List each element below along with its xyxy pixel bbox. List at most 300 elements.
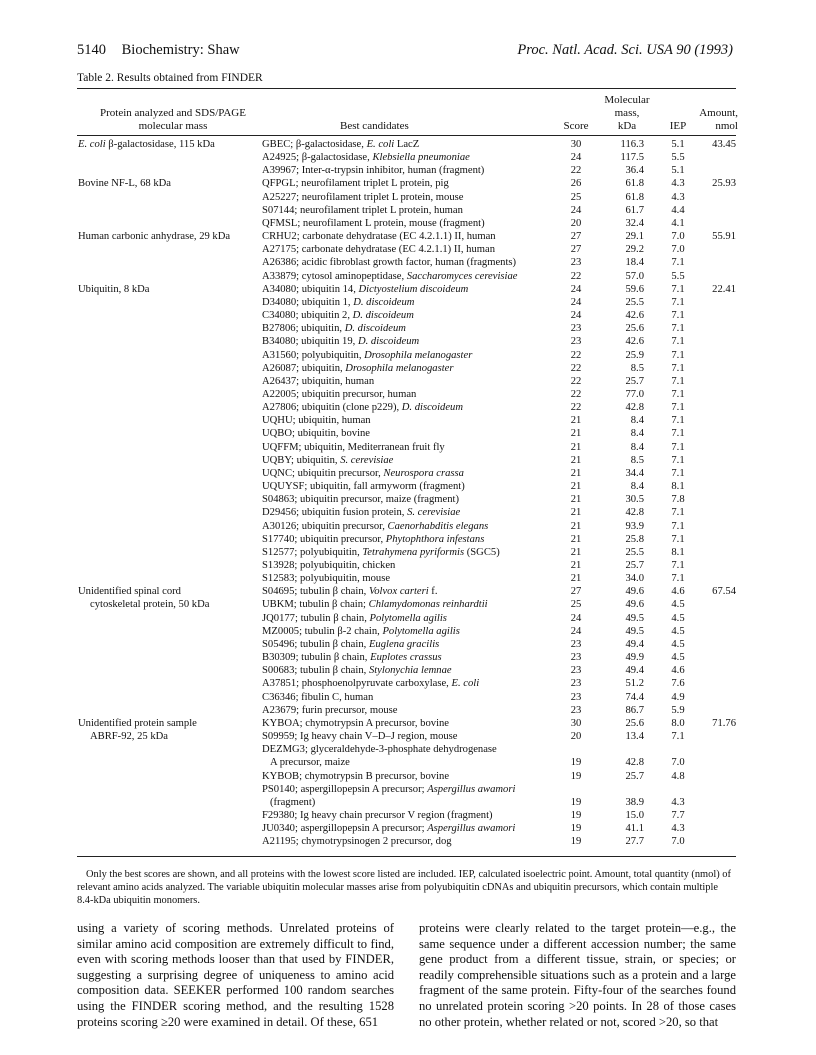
column-header-amount-line1: Amount, [699,107,738,119]
cell-mass: 13.4 [625,731,644,743]
cell-score: 30 [570,139,582,150]
cell-protein: Human carbonic anhydrase, 29 kDa [78,231,231,243]
cell-accession: GBEC [262,139,291,150]
table-row [0,809,816,822]
cell-iep: 4.4 [671,204,685,216]
cell-accession: A27806 [262,402,297,414]
table-row [0,677,816,690]
table-row [0,480,816,493]
cell-accession: A24925 [262,152,297,164]
cell-best-candidate: JU0340; aspergillopepsin A precursor; Aspergillus awamori [262,823,516,835]
cell-species: Euplotes crassus [370,652,442,664]
cell-best-candidate: S13928; polyubiquitin, chicken [262,560,396,571]
table-top-rule [77,88,736,89]
cell-best-candidate: A37851; phosphoenolpyruvate carboxylase, E. coli [262,678,480,690]
cell-score: 23 [570,257,582,269]
cell-score: 23 [570,652,582,664]
cell-score: 23 [570,678,582,690]
cell-iep: 7.1 [671,310,685,322]
cell-score: 21 [570,428,582,440]
cell-score: 25 [570,191,582,203]
cell-accession: A23679 [262,704,297,716]
cell-protein-name: ubiquitin 19, [301,336,358,348]
cell-accession: KYBOB [262,770,300,782]
cell-species: Caenorhabditis elegans [387,520,489,532]
cell-protein-name: ubiquitin, bovine [297,428,371,440]
cell-protein-name: ubiquitin fusion protein, [301,507,408,519]
cell-iep: 7.0 [671,231,685,243]
table-row [0,335,816,348]
cell-score: 25 [570,599,582,611]
cell-mass: 42.6 [625,310,644,322]
cell-mass: 49.6 [625,599,644,611]
cell-accession: A21195 [262,836,296,848]
cell-amount: 22.41 [712,283,736,295]
cell-accession: A30126 [262,520,297,532]
cell-mass: 8.4 [630,428,644,440]
cell-score: 19 [570,757,582,769]
cell-protein-name: chymotrypsin A precursor, bovine [305,717,450,729]
cell-species: Polytomella agilis [369,612,447,624]
cell-accession: S12577 [262,546,295,558]
cell-accession: KYBOA [262,717,300,729]
cell-best-candidate: A26437; ubiquitin, human [262,375,375,387]
section-title: Biochemistry: Shaw [121,42,240,58]
cell-protein-name: tubulin β chain, [299,586,369,598]
cell-mass: 25.6 [625,717,644,729]
cell-score: 21 [570,481,582,493]
cell-accession: S00683 [262,665,295,677]
cell-iep: 7.0 [671,757,685,769]
column-header-best: Best candidates [340,120,409,132]
cell-mass: 32.4 [625,217,644,229]
cell-mass: 25.8 [625,533,644,545]
table-row [0,638,816,651]
cell-iep: 4.3 [671,823,685,835]
cell-protein-name: (fragment) [270,796,316,808]
cell-accession: S17740 [262,533,295,545]
cell-iep: 4.5 [671,625,685,637]
cell-iep: 4.3 [671,178,685,190]
cell-best-candidate: S07144; neurofilament triplet L protein, human [262,204,463,216]
cell-mass: 34.4 [625,467,644,479]
cell-protein-name: ubiquitin precursor, [297,467,384,479]
table-row [0,572,816,585]
cell-best-candidate: A30126; ubiquitin precursor, Caenorhabditis elegans [262,520,489,532]
cell-best-candidate [270,756,350,769]
table-row [0,138,816,151]
cell-iep: 7.1 [671,375,685,387]
cell-score: 22 [570,349,582,361]
cell-mass: 41.1 [625,823,644,835]
cell-protein-name: ubiquitin, Mediterranean fruit fly [304,441,445,453]
cell-mass: 74.4 [625,691,644,703]
cell-species: Dictyostelium discoideum [358,283,469,295]
table-row [0,349,816,362]
cell-mass: 49.5 [625,612,644,624]
cell-species: Tetrahymena pyriformis [362,546,465,558]
cell-score: 22 [570,165,582,177]
cell-iep: 4.5 [671,652,685,664]
cell-accession: A34080 [262,283,297,295]
table-row [0,441,816,454]
cell-protein: cytoskeletal protein, 50 kDa [90,599,210,611]
cell-iep: 7.1 [671,336,685,348]
cell-best-candidate: B27806; ubiquitin, D. discoideum [262,323,406,335]
table-row [0,730,816,743]
cell-best-candidate: GBEC; β-galactosidase, E. coli LacZ [262,139,420,150]
cell-iep: 7.1 [671,560,685,571]
cell-species: Volvox carteri [368,586,429,598]
cell-score: 22 [570,270,582,282]
cell-species: Polytomella agilis [382,625,460,637]
cell-accession: D29456 [262,507,297,519]
cell-protein-name: ubiquitin, [301,362,346,374]
cell-score: 21 [570,415,582,427]
table-row [0,309,816,322]
cell-score: 24 [570,283,582,295]
cell-accession: UQBO [262,428,293,440]
cell-iep: 4.5 [671,638,685,650]
cell-iep: 7.1 [671,467,685,479]
cell-iep: 7.1 [671,454,685,466]
cell-protein-name: polyubiquitin, [299,546,363,558]
cell-mass: 15.0 [625,809,644,821]
cell-iep: 7.1 [671,441,685,453]
cell-best-candidate: A34080; ubiquitin 14, Dictyostelium discoideum [262,283,469,295]
cell-mass: 42.8 [625,507,644,519]
cell-best-candidate: C36346; fibulin C, human [262,691,374,703]
cell-accession: A26437 [262,375,297,387]
cell-protein-name: neurofilament triplet L protein, human [299,204,463,216]
cell-amount: 67.54 [712,586,736,598]
cell-protein-name: polyubiquitin, chicken [299,560,396,571]
cell-suffix: f. [428,586,438,598]
cell-best-candidate: S05496; tubulin β chain, Euglena gracilis [262,638,440,650]
cell-accession: B30309 [262,652,296,664]
cell-mass: 25.6 [625,323,644,335]
table-row [0,243,816,256]
cell-best-candidate: S04695; tubulin β chain, Volvox carteri f. [262,586,438,598]
cell-species: E. coli [451,678,480,690]
cell-mass: 36.4 [625,165,644,177]
cell-iep: 4.3 [671,796,685,808]
cell-mass: 49.4 [625,665,644,677]
column-header-protein-line2: molecular mass [138,120,208,132]
cell-score: 24 [570,296,582,308]
cell-protein-name: ubiquitin 2, [301,310,353,322]
table-row [0,546,816,559]
cell-protein-name: ubiquitin precursor, [301,520,388,532]
cell-score: 22 [570,402,582,414]
column-header-amount-line2: nmol [715,120,738,132]
cell-best-candidate: B34080; ubiquitin 19, D. discoideum [262,336,420,348]
cell-accession: MZ0005 [262,625,300,637]
cell-score: 27 [570,586,582,598]
cell-protein-name: aspergillopepsin A precursor; [300,783,428,795]
table-row [0,230,816,243]
running-header [77,42,733,60]
cell-iep: 7.1 [671,362,685,374]
table-row [0,506,816,519]
cell-accession: QFPGL [262,178,296,190]
cell-score: 20 [570,217,582,229]
column-header-protein [78,107,268,133]
cell-best-candidate: QFPGL; neurofilament triplet L protein, pig [262,178,449,190]
table-caption: Table 2. Results obtained from FINDER [77,72,263,84]
cell-score: 27 [570,231,582,243]
cell-best-candidate: KYBOB; chymotrypsin B precursor, bovine [262,770,450,782]
header-left [77,42,240,59]
cell-score: 21 [570,441,582,453]
cell-mass: 117.5 [620,152,644,164]
cell-protein-name: glyceraldehyde-3-phosphate dehydrogenase [310,744,497,756]
cell-species: Drosophila melanogaster [345,362,454,374]
table-row [0,427,816,440]
cell-accession: S04695 [262,586,295,598]
cell-protein-name: Ig heavy chain V–D–J region, mouse [299,731,458,743]
table-row [0,585,816,598]
cell-protein-name: tubulin β chain, [300,612,370,624]
cell-protein-name: carbonate dehydratase (EC 4.2.1.1) II, human [302,231,496,243]
cell-species: Euglena gracilis [368,638,440,650]
cell-species: Aspergillus awamori [427,823,516,835]
cell-accession: S13928 [262,560,295,571]
cell-protein-species: E. coli [78,139,106,150]
body-text-right-column: proteins were clearly related to the target protein—e.g., the same sequence under a different accession number; the same gene product from a different tissue, strain, or species; or readily comprehensible situations such as a protein and a large fragment of the same protein. Fifty-four of the searches found no unrelated protein scoring >20 points. In 28 of those cases no other protein, whether related or not, scored >20, so that [419,921,736,1029]
cell-protein-name: phosphoenolpyruvate carboxylase, [301,678,452,690]
cell-species: D. discoideum [353,296,415,308]
journal-citation: Proc. Natl. Acad. Sci. USA 90 (1993) [517,42,733,58]
cell-protein: Ubiquitin, 8 kDa [78,283,150,295]
cell-accession: PS0140 [262,783,295,795]
cell-score: 22 [570,388,582,400]
cell-species: S. cerevisiae [340,454,394,466]
cell-protein: ABRF-92, 25 kDa [90,731,168,743]
cell-score: 23 [570,691,582,703]
column-header-score: Score [563,120,589,132]
cell-score: 24 [570,612,582,624]
table-row [0,283,816,296]
table-row [0,691,816,704]
cell-score: 21 [570,494,582,506]
cell-accession: A27175 [262,244,297,256]
table-row [0,375,816,388]
cell-protein-name: ubiquitin precursor, human [301,388,417,400]
cell-best-candidate: S09959; Ig heavy chain V–D–J region, mouse [262,731,458,743]
table-row [0,835,816,848]
cell-best-candidate: PS0140; aspergillopepsin A precursor; Aspergillus awamori [262,783,516,795]
cell-protein: Unidentified protein sample [78,717,197,729]
cell-accession: A31560 [262,349,297,361]
table-row [0,796,816,809]
cell-mass: 30.5 [625,494,644,506]
cell-iep: 7.1 [671,520,685,532]
cell-best-candidate: A24925; β-galactosidase, Klebsiella pneumoniae [262,152,470,164]
cell-protein-name: chymotrypsinogen 2 precursor, dog [301,836,452,848]
cell-accession: UQNC [262,467,293,479]
cell-protein-name: Ig heavy chain precursor V region (fragment) [299,809,493,821]
cell-protein-name: acidic fibroblast growth factor, human (fragments) [301,257,517,269]
table-row [0,164,816,177]
cell-protein-name: fibulin C, human [301,691,374,703]
cell-iep: 4.1 [671,217,685,229]
cell-score: 21 [570,520,582,532]
cell-best-candidate: A25227; neurofilament triplet L protein, mouse [262,191,464,203]
table-row [0,454,816,467]
cell-protein-name: tubulin β chain, [299,638,369,650]
cell-species: Klebsiella pneumoniae [372,152,470,164]
cell-score: 24 [570,310,582,322]
cell-mass: 61.7 [625,204,644,216]
column-header-mass-line1: Molecular [604,94,650,106]
cell-score: 30 [570,717,582,729]
table-row [0,270,816,283]
cell-best-candidate: JQ0177; tubulin β chain, Polytomella agilis [262,612,447,624]
cell-protein-name: ubiquitin, [296,454,341,466]
cell-accession: B34080 [262,336,296,348]
cell-protein-name: ubiquitin, fall armyworm (fragment) [309,481,465,493]
cell-protein-name: β-galactosidase, [301,152,373,164]
cell-score: 22 [570,362,582,374]
cell-score: 22 [570,375,582,387]
cell-best-candidate: S04863; ubiquitin precursor, maize (fragment) [262,494,459,506]
table-row [0,612,816,625]
cell-iep: 7.1 [671,283,685,295]
cell-mass: 8.4 [630,481,644,493]
cell-best-candidate: S12583; polyubiquitin, mouse [262,573,391,585]
column-header-mass-line3: kDa [617,120,637,132]
cell-accession: A33879 [262,270,297,282]
cell-accession: UQHU [262,415,293,427]
cell-protein-name: ubiquitin 14, [301,283,359,295]
table-row [0,296,816,309]
table-body [0,138,816,848]
cell-mass: 8.5 [630,362,644,374]
cell-iep: 4.6 [671,586,685,598]
cell-best-candidate: DEZMG3; glyceraldehyde-3-phosphate dehydrogenase [262,744,497,756]
cell-protein-name: ubiquitin 1, [301,296,354,308]
cell-accession: S04863 [262,494,295,506]
cell-iep: 7.1 [671,296,685,308]
cell-accession: UBKM [262,599,294,611]
body-text-left-column: using a variety of scoring methods. Unrelated proteins of similar amino acid composition are extremely difficult to find, even with scoring methods looser than that used by FINDER, suggesting a surprising degree of uniqueness to amino acid composition data. SEEKER performed 100 random searches using the FINDER scoring method, and the resulting 1528 proteins scoring ≥20 were examined in detail. Of these, 651 [77,921,394,1029]
cell-best-candidate: S00683; tubulin β chain, Stylonychia lemnae [262,665,452,677]
cell-species: D. discoideum [357,336,420,348]
cell-iep: 8.0 [671,717,685,729]
cell-protein: E. coli β-galactosidase, 115 kDa [78,139,215,150]
table-row [0,756,816,769]
cell-iep: 8.1 [671,546,685,558]
cell-mass: 57.0 [625,270,644,282]
cell-mass: 51.2 [625,678,644,690]
cell-protein-name: aspergillopepsin A precursor; [300,823,428,835]
cell-best-candidate: UQBO; ubiquitin, bovine [262,428,371,440]
page-number: 5140 [77,42,106,58]
cell-species: Stylonychia lemnae [368,665,452,677]
cell-best-candidate: A23679; furin precursor, mouse [262,704,398,716]
table-row [0,783,816,796]
cell-best-candidate: A21195; chymotrypsinogen 2 precursor, dog [262,836,452,848]
column-header-amount [698,107,738,133]
cell-mass: 59.6 [625,283,644,295]
cell-best-candidate: F29380; Ig heavy chain precursor V region (fragment) [262,809,493,821]
cell-best-candidate: UQHU; ubiquitin, human [262,415,371,427]
cell-score: 23 [570,638,582,650]
cell-score: 20 [570,731,582,743]
cell-mass: 93.9 [625,520,644,532]
cell-score: 19 [570,809,582,821]
table-row [0,664,816,677]
cell-best-candidate: A27175; carbonate dehydratase (EC 4.2.1.1) II, human [262,244,495,256]
cell-protein-name: chymotrypsin B precursor, bovine [304,770,450,782]
cell-mass: 77.0 [625,388,644,400]
column-header-mass [602,94,652,133]
table-row [0,388,816,401]
cell-protein-name: Inter-α-trypsin inhibitor, human (fragment) [301,165,485,177]
cell-score: 23 [570,665,582,677]
cell-best-candidate: A26386; acidic fibroblast growth factor, human (fragments) [262,257,517,269]
table-row [0,401,816,414]
column-header-mass-line2: mass, [614,107,640,119]
cell-accession: A39967 [262,165,297,177]
cell-score: 21 [570,467,582,479]
cell-mass: 25.5 [625,546,644,558]
cell-iep: 7.1 [671,573,685,585]
cell-best-candidate: A22005; ubiquitin precursor, human [262,388,417,400]
cell-protein: Bovine NF-L, 68 kDa [78,178,171,190]
cell-iep: 4.9 [671,691,685,703]
cell-iep: 4.5 [671,612,685,624]
cell-species: D. discoideum [344,323,406,335]
cell-iep: 7.1 [671,533,685,545]
cell-best-candidate: S17740; ubiquitin precursor, Phytophthora infestans [262,533,485,545]
table-row [0,704,816,717]
table-row [0,559,816,572]
cell-score: 24 [570,625,582,637]
cell-iep: 7.1 [671,507,685,519]
cell-protein-name: neurofilament L protein, mouse (fragment) [302,217,485,229]
cell-score: 23 [570,336,582,348]
table-row [0,625,816,638]
cell-score: 21 [570,573,582,585]
cell-protein-name: ubiquitin precursor, [299,533,386,545]
cell-iep: 7.1 [671,349,685,361]
cell-best-candidate: D34080; ubiquitin 1, D. discoideum [262,296,415,308]
cell-amount: 55.91 [712,231,736,243]
cell-best-candidate: B30309; tubulin β chain, Euplotes crassus [262,652,442,664]
cell-score: 21 [570,454,582,466]
cell-accession: A22005 [262,388,297,400]
table-row [0,717,816,730]
cell-score: 27 [570,244,582,256]
cell-iep: 5.1 [671,165,685,177]
cell-accession: UQFFM [262,441,299,453]
cell-iep: 7.7 [671,809,685,821]
cell-mass: 42.6 [625,336,644,348]
cell-score: 23 [570,323,582,335]
cell-iep: 5.5 [671,152,685,164]
cell-protein-name: ubiquitin, human [301,375,375,387]
cell-species: D. discoideum [401,402,463,414]
cell-species: D. discoideum [352,310,414,322]
table-row [0,414,816,427]
cell-amount: 25.93 [712,178,736,190]
cell-accession: S12583 [262,573,295,585]
cell-iep: 7.1 [671,731,685,743]
cell-mass: 29.1 [625,231,644,243]
cell-iep: 7.1 [671,428,685,440]
